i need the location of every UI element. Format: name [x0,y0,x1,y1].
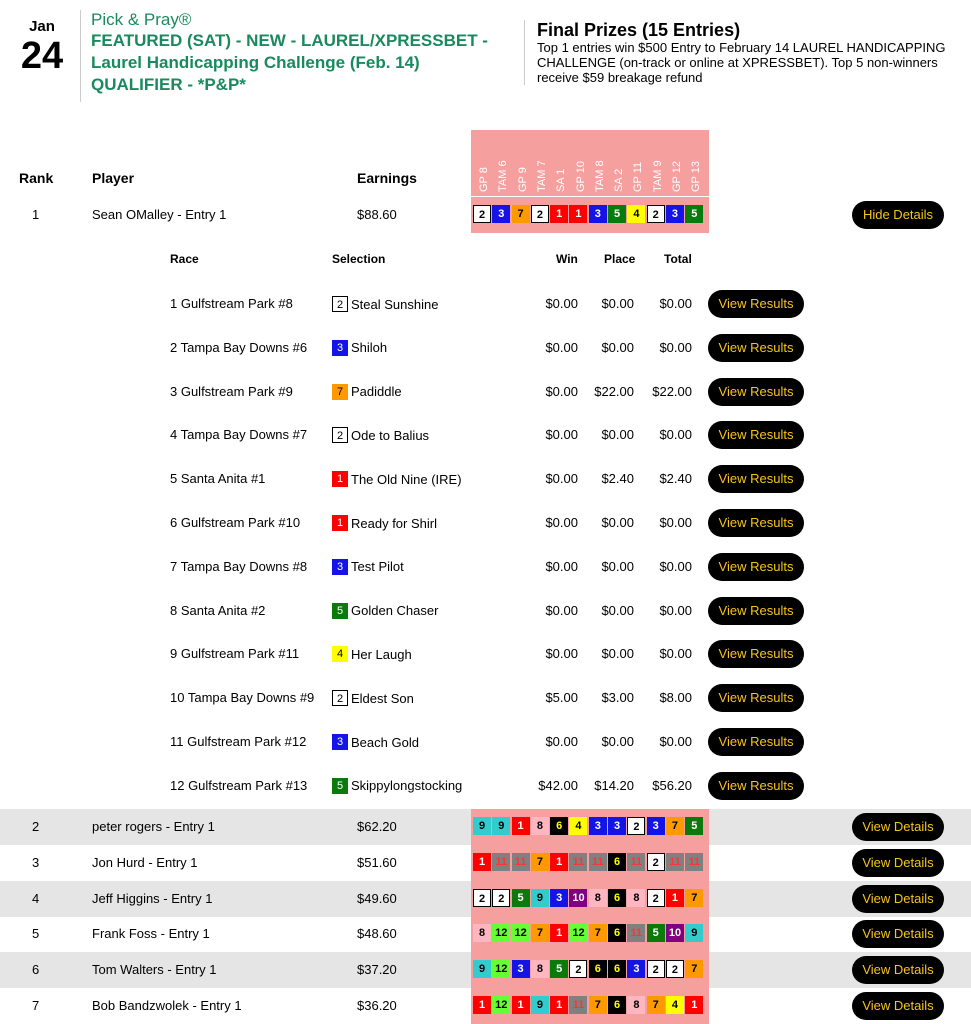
picks-strip [471,916,709,952]
pick-box: 11 [685,853,703,871]
pick-box: 7 [685,960,703,978]
win-amount: $5.00 [545,690,578,706]
selection-number: 1 [332,515,348,531]
earnings-value: $36.20 [357,998,397,1013]
view-results-button[interactable]: View Results [708,290,804,318]
race-header-col [572,136,590,192]
place-amount: $0.00 [601,515,634,530]
details-row [0,720,971,764]
horse-name: Test Pilot [351,559,404,575]
selection-number: 2 [332,427,348,443]
total-amount: $0.00 [659,427,692,443]
pick-box: 6 [589,960,607,978]
selection [332,734,419,750]
date-day: 24 [20,35,64,77]
total-amount: $0.00 [659,558,692,574]
pick-box: 6 [608,853,626,871]
pick-box: 5 [512,889,530,907]
race-header-col [649,136,667,192]
pick-box: 1 [473,853,491,871]
selection-number: 3 [332,734,348,750]
pick-box: 4 [569,817,587,835]
race-header-col [687,136,705,192]
place-amount: $14.20 [594,777,634,793]
pick-box: 2 [666,960,684,978]
selection [332,471,462,487]
pick-box: 1 [473,996,491,1014]
race-header-label: GP 12 [671,161,683,192]
horse-name: Ready for Shirl [351,515,437,531]
selection-number: 4 [332,646,348,662]
pick-box: 1 [569,205,587,223]
pick-box: 12 [569,924,587,942]
race-header-label: GP 13 [690,161,703,192]
table-row [0,881,971,917]
race-header-label: SA 2 [613,168,626,192]
race-header-col [668,136,686,192]
contest-title: FEATURED (SAT) - NEW - LAUREL/XPRESSBET - Laurel Handicapping Challenge (Feb. 14) QUALIFIER - *P&P* [91,31,488,94]
pick-box: 4 [666,996,684,1014]
place-amount: $0.00 [601,734,634,749]
pick-box: 1 [550,996,568,1014]
win-amount: $0.00 [545,471,578,487]
race-header-label: TAM 7 [535,160,548,192]
place-amount: $0.00 [601,339,634,355]
pick-box: 7 [589,924,607,942]
pick-box: 8 [589,889,607,907]
pick-box: 5 [685,205,703,223]
pick-box: 10 [666,924,684,942]
earnings-value: $49.60 [357,891,397,906]
win-amount: $0.00 [545,296,578,311]
place-amount: $2.40 [601,471,634,487]
table-row [0,845,971,881]
win-amount: $42.00 [538,777,578,793]
pick-box: 3 [589,817,607,835]
rank-value: 5 [32,926,40,941]
prizes-text: Top 1 entries win $500 Entry to February 14 LAUREL HANDICAPPING CHALLENGE (on-track or online at XPRESSBET). Top 5 non-winners receive $59 breakage refund [537,40,946,85]
view-results-button[interactable]: View Results [708,509,804,537]
total-amount: $0.00 [659,602,692,618]
view-details-button[interactable]: View Details [852,813,944,841]
header-player: Player [92,170,135,186]
race-name: 7 Tampa Bay Downs #8 [170,558,308,574]
selection-number: 3 [332,340,348,356]
horse-name: Shiloh [351,340,388,356]
details-row [0,632,971,676]
win-amount: $0.00 [545,383,578,399]
player-name[interactable]: peter rogers - Entry 1 [92,819,215,834]
view-results-button[interactable]: View Results [708,553,804,581]
contest-title-block [80,10,516,102]
selection [332,778,462,794]
win-amount: $0.00 [545,558,578,574]
pick-box: 7 [531,924,549,942]
player-name[interactable]: Jeff Higgins - Entry 1 [92,891,213,906]
prizes-block [524,20,969,85]
total-amount: $22.00 [652,383,692,399]
details-row [0,501,971,545]
pick-box: 1 [550,205,568,223]
date-block [14,18,70,76]
pick-box: 11 [492,853,510,871]
view-details-button[interactable]: View Details [852,920,944,948]
pick-box: 2 [627,817,645,835]
horse-name: Padiddle [351,384,402,400]
race-header-col [610,136,628,192]
race-column-headers [471,130,709,196]
race-header-col [552,136,570,192]
race-header-label: GP 10 [574,161,587,192]
table-row [0,988,971,1024]
selection-number: 7 [332,384,348,400]
pick-box: 2 [647,853,665,871]
pick-box: 11 [589,853,607,871]
rank-value: 3 [32,855,40,870]
pick-box: 3 [589,205,607,223]
details-row [0,326,971,370]
race-name: 4 Tampa Bay Downs #7 [170,427,308,443]
horse-name: Eldest Son [351,690,414,706]
header-rank: Rank [19,170,54,186]
earnings-value: $51.60 [357,855,397,870]
pick-box: 12 [492,924,510,942]
race-name: 11 Gulfstream Park #12 [170,734,307,749]
selection-number: 5 [332,603,348,619]
horse-name: Skippylongstocking [351,778,463,794]
pick-box: 11 [627,853,645,871]
horse-name: Beach Gold [351,734,419,750]
pick-box: 11 [569,853,587,871]
pick-box: 7 [666,817,684,835]
brand-name: Pick & Pray® [91,10,192,29]
total-amount: $0.00 [659,515,692,530]
pick-box: 5 [550,960,568,978]
pick-box: 8 [627,889,645,907]
details-row [0,282,971,326]
race-name: 10 Tampa Bay Downs #9 [170,690,315,706]
view-results-button[interactable]: View Results [708,728,804,756]
pick-box: 1 [666,889,684,907]
race-header-col [514,136,532,192]
pick-box: 12 [492,996,510,1014]
horse-name: Her Laugh [351,646,412,662]
rank-value: 1 [32,207,40,222]
player-name[interactable]: Jon Hurd - Entry 1 [92,855,198,870]
pick-box: 6 [608,960,626,978]
view-results-button[interactable]: View Results [708,421,804,449]
table-row [0,952,971,988]
race-header-col [629,136,647,192]
horse-name: Steal Sunshine [351,296,439,312]
pick-box: 7 [512,205,530,223]
selection [332,296,438,312]
pick-box: 9 [685,924,703,942]
details-row [0,589,971,633]
horse-name: Golden Chaser [351,603,439,619]
race-header-col [591,136,609,192]
pick-box: 2 [492,889,510,907]
picks-strip [471,952,709,988]
pick-box: 7 [531,853,549,871]
selection [332,427,429,443]
selection [332,384,402,400]
picks-strip [471,988,709,1024]
pick-box: 2 [569,960,587,978]
pick-box: 6 [608,889,626,907]
pick-box: 3 [666,205,684,223]
details-header-place: Place [604,252,636,266]
pick-box: 9 [531,996,549,1014]
pick-box: 6 [608,996,626,1014]
pick-box: 2 [473,889,491,907]
view-details-button[interactable]: View Details [852,956,944,984]
pick-box: 11 [569,996,587,1014]
race-name: 8 Santa Anita #2 [170,602,266,618]
win-amount: $0.00 [545,339,578,355]
race-name: 5 Santa Anita #1 [170,471,266,487]
pick-box: 9 [473,960,491,978]
earnings-value: $48.60 [357,926,397,941]
view-results-button[interactable]: View Results [708,378,804,406]
selection [332,559,404,575]
pick-box: 11 [627,924,645,942]
picks-strip [471,197,709,233]
pick-box: 5 [647,924,665,942]
selection [332,515,437,531]
selection [332,690,414,706]
pick-box: 4 [627,205,645,223]
earnings-value: $88.60 [357,207,397,222]
pick-box: 2 [531,205,549,223]
total-amount: $2.40 [659,471,692,487]
selection-number: 3 [332,559,348,575]
pick-box: 7 [589,996,607,1014]
race-header-label: SA 1 [555,168,568,192]
pick-box: 6 [550,817,568,835]
view-results-button[interactable]: View Results [708,465,804,493]
details-header-win: Win [556,252,578,266]
view-results-button[interactable]: View Results [708,684,804,712]
pick-box: 3 [647,817,665,835]
race-header-col [475,136,493,192]
place-amount: $3.00 [601,690,634,706]
race-name: 9 Gulfstream Park #11 [170,646,300,662]
race-header-label: GP 11 [632,161,645,192]
place-amount: $0.00 [601,558,634,574]
selection [332,340,387,356]
details-header-selection: Selection [332,252,386,266]
pick-box: 8 [531,960,549,978]
pick-box: 3 [512,960,530,978]
selection-number: 1 [332,471,348,487]
total-amount: $56.20 [652,777,692,793]
details-row [0,370,971,414]
place-amount: $0.00 [601,427,634,443]
selection-number: 5 [332,778,348,794]
win-amount: $0.00 [545,734,578,749]
pick-box: 12 [512,924,530,942]
view-results-button[interactable]: View Results [708,597,804,625]
pick-box: 10 [569,889,587,907]
race-name: 12 Gulfstream Park #13 [170,777,308,793]
details-row [0,545,971,589]
race-header-col [533,136,551,192]
details-header-race: Race [170,252,199,266]
view-details-button[interactable]: View Details [852,992,944,1020]
pick-box: 1 [685,996,703,1014]
selection [332,603,438,619]
horse-name: The Old Nine (IRE) [351,471,462,487]
picks-strip [471,845,709,881]
race-header-label: TAM 6 [497,160,510,192]
pick-box: 1 [550,924,568,942]
total-amount: $0.00 [659,646,692,662]
pick-box: 9 [473,817,491,835]
selection-number: 2 [332,690,348,706]
pick-box: 3 [550,889,568,907]
view-details-button[interactable]: View Details [852,885,944,913]
pick-box: 8 [473,924,491,942]
pick-box: 1 [512,996,530,1014]
race-header-col [494,136,512,192]
table-row [0,916,971,952]
total-amount: $0.00 [659,734,692,749]
pick-box: 7 [647,996,665,1014]
earnings-value: $62.20 [357,819,397,834]
place-amount: $0.00 [601,646,634,662]
view-details-button[interactable]: View Details [852,849,944,877]
place-amount: $22.00 [594,383,634,399]
view-results-button[interactable]: View Results [708,640,804,668]
place-amount: $0.00 [601,296,634,311]
pick-box: 2 [647,889,665,907]
details-header-total: Total [664,252,692,266]
race-header-label: TAM 8 [593,160,606,192]
pick-box: 8 [531,817,549,835]
pick-box: 2 [473,205,491,223]
pick-box: 1 [550,853,568,871]
rank-value: 6 [32,962,40,977]
race-name: 2 Tampa Bay Downs #6 [170,339,308,355]
details-row [0,676,971,720]
win-amount: $0.00 [545,515,578,530]
pick-box: 11 [666,853,684,871]
player-name[interactable]: Sean OMalley - Entry 1 [92,207,227,222]
win-amount: $0.00 [545,602,578,618]
rank-value: 2 [32,819,40,834]
details-row [0,457,971,501]
horse-name: Ode to Balius [351,427,430,443]
player-name[interactable]: Frank Foss - Entry 1 [92,926,210,941]
place-amount: $0.00 [601,602,634,618]
view-results-button[interactable]: View Results [708,334,804,362]
earnings-value: $37.20 [357,962,397,977]
total-amount: $0.00 [659,296,692,311]
date-month: Jan [29,18,55,35]
win-amount: $0.00 [545,646,578,662]
pick-box: 2 [647,205,665,223]
race-name: 3 Gulfstream Park #9 [170,383,293,399]
rank-value: 7 [32,998,40,1013]
race-header-label: TAM 9 [651,160,664,192]
table-row [0,197,971,233]
pick-box: 3 [608,817,626,835]
hide-details-button[interactable]: Hide Details [852,201,944,229]
rank-value: 4 [32,891,40,906]
pick-box: 2 [647,960,665,978]
pick-box: 5 [685,817,703,835]
selection [332,646,412,662]
pick-box: 9 [531,889,549,907]
pick-box: 11 [512,853,530,871]
selection-number: 2 [332,296,348,312]
total-amount: $0.00 [659,339,692,355]
details-row [0,764,971,808]
pick-box: 9 [492,817,510,835]
race-name: 6 Gulfstream Park #10 [170,515,301,530]
pick-box: 7 [685,889,703,907]
picks-strip [471,881,709,917]
prizes-heading: Final Prizes (15 Entries) [537,20,741,40]
header-earnings: Earnings [357,170,417,186]
picks-strip [471,809,709,845]
pick-box: 6 [608,924,626,942]
details-row [0,413,971,457]
view-results-button[interactable]: View Results [708,772,804,800]
pick-box: 1 [512,817,530,835]
race-header-label: GP 9 [516,167,529,192]
race-header-label: GP 8 [478,167,490,192]
player-name[interactable]: Bob Bandzwolek - Entry 1 [92,998,242,1013]
player-name[interactable]: Tom Walters - Entry 1 [92,962,217,977]
win-amount: $0.00 [545,427,578,443]
total-amount: $8.00 [659,690,692,706]
pick-box: 5 [608,205,626,223]
pick-box: 8 [627,996,645,1014]
pick-box: 3 [627,960,645,978]
pick-box: 12 [492,960,510,978]
race-name: 1 Gulfstream Park #8 [170,296,293,311]
pick-box: 3 [492,205,510,223]
table-row [0,809,971,845]
